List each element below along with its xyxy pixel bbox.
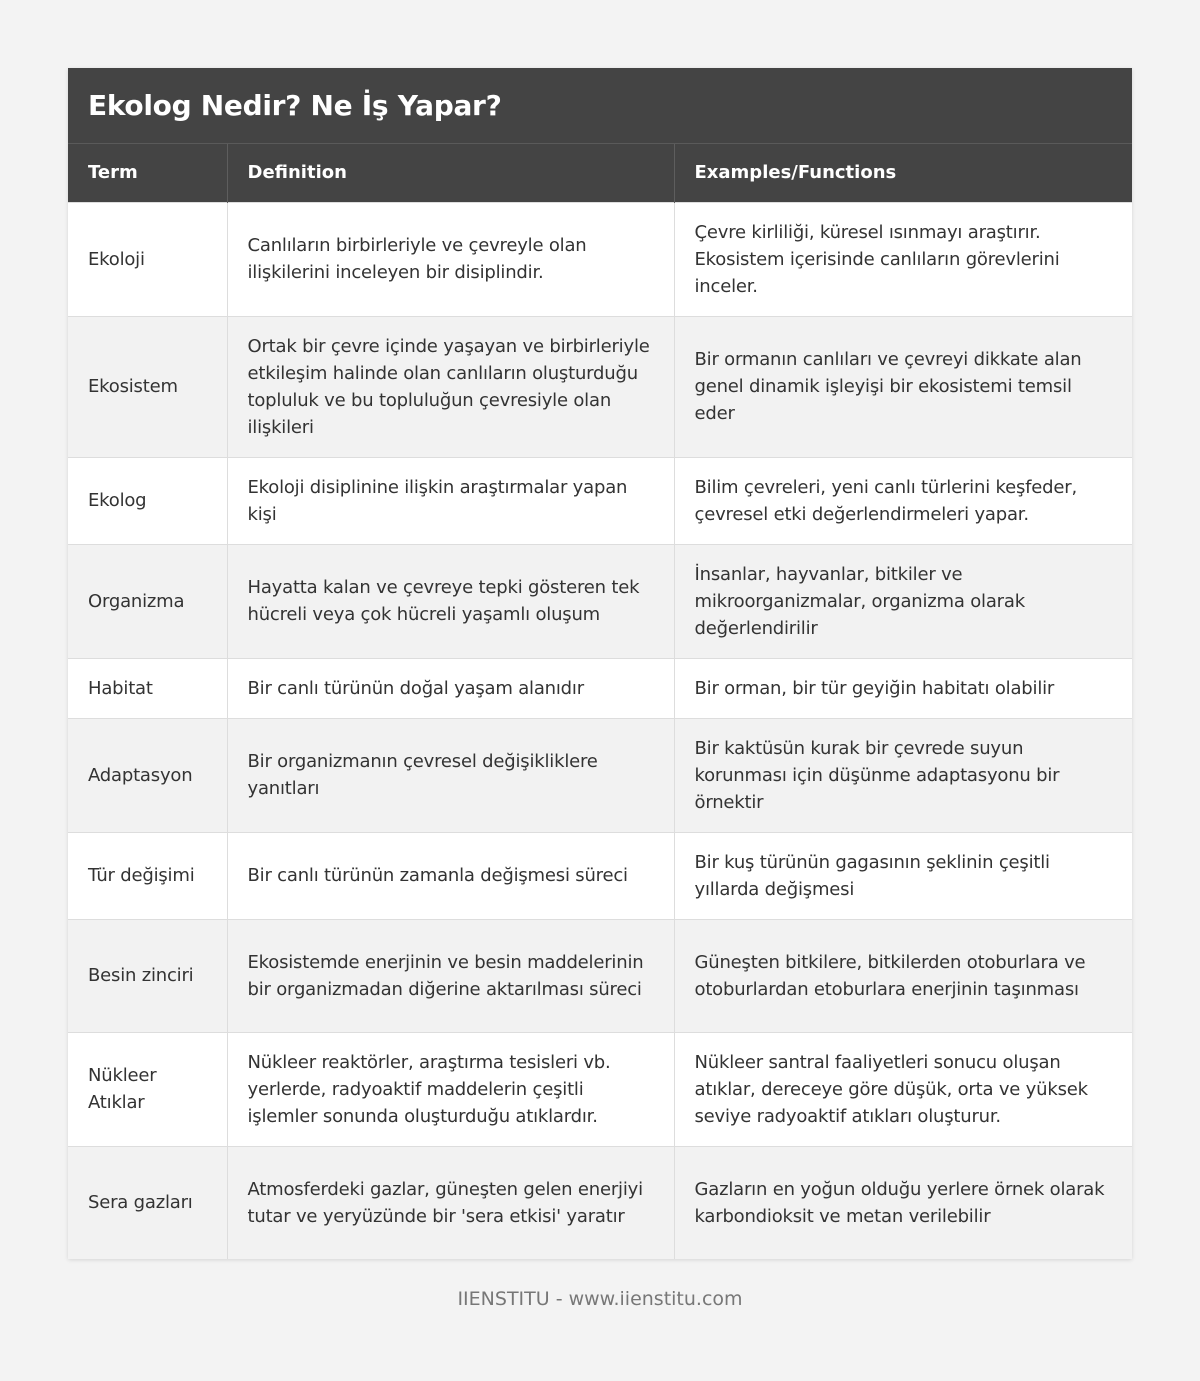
term-cell: Ekolog — [68, 457, 227, 544]
examples-cell: Gazların en yoğun olduğu yerlere örnek olarak karbondioksit ve metan verilebilir — [674, 1146, 1132, 1259]
table-row — [68, 316, 1132, 457]
table-body — [68, 202, 1132, 1259]
definition-cell: Canlıların birbirleriyle ve çevreyle olan ilişkilerini inceleyen bir disiplindir. — [227, 202, 674, 316]
table-row — [68, 1032, 1132, 1146]
table-row — [68, 718, 1132, 832]
table-row — [68, 202, 1132, 316]
table-row — [68, 1146, 1132, 1259]
page-title: Ekolog Nedir? Ne İş Yapar? — [88, 89, 502, 122]
examples-cell: Bir orman, bir tür geyiğin habitatı olabilir — [674, 658, 1132, 718]
examples-cell: Bir kaktüsün kurak bir çevrede suyun korunması için düşünme adaptasyonu bir örnektir — [674, 718, 1132, 832]
term-cell: Organizma — [68, 544, 227, 658]
table-row — [68, 919, 1132, 1032]
footer-credit: IIENSTITU - www.iienstitu.com — [457, 1288, 743, 1310]
examples-cell: Güneşten bitkilere, bitkilerden otoburlara ve otoburlardan etoburlara enerjinin taşınması — [674, 919, 1132, 1032]
term-cell: Sera gazları — [68, 1146, 227, 1259]
examples-cell: Bir ormanın canlıları ve çevreyi dikkate alan genel dinamik işleyişi bir ekosistemi temsil eder — [674, 316, 1132, 457]
column-header-term: Term — [68, 144, 227, 202]
definition-cell: Atmosferdeki gazlar, güneşten gelen enerjiyi tutar ve yeryüzünde bir 'sera etkisi' yaratır — [227, 1146, 674, 1259]
term-cell: Besin zinciri — [68, 919, 227, 1032]
term-cell: Tür değişimi — [68, 832, 227, 919]
examples-cell: Bilim çevreleri, yeni canlı türlerini keşfeder, çevresel etki değerlendirmeleri yapar. — [674, 457, 1132, 544]
examples-cell: Çevre kirliliği, küresel ısınmayı araştırır. Ekosistem içerisinde canlıların görevlerini inceler. — [674, 202, 1132, 316]
column-header-examples: Examples/Functions — [674, 144, 1132, 202]
term-cell: Ekosistem — [68, 316, 227, 457]
definition-cell: Ekoloji disiplinine ilişkin araştırmalar yapan kişi — [227, 457, 674, 544]
definition-cell: Bir canlı türünün zamanla değişmesi süreci — [227, 832, 674, 919]
table-row — [68, 457, 1132, 544]
examples-cell: Nükleer santral faaliyetleri sonucu oluşan atıklar, dereceye göre düşük, orta ve yüksek seviye radyoaktif atıkları oluşturur. — [674, 1032, 1132, 1146]
table-row — [68, 832, 1132, 919]
definition-cell: Ekosistemde enerjinin ve besin maddelerinin bir organizmadan diğerine aktarılması süreci — [227, 919, 674, 1032]
column-header-definition: Definition — [227, 144, 674, 202]
term-cell: Ekoloji — [68, 202, 227, 316]
glossary-card — [68, 68, 1132, 1259]
title-bar — [68, 68, 1132, 144]
term-cell: Habitat — [68, 658, 227, 718]
definition-cell: Ortak bir çevre içinde yaşayan ve birbirleriyle etkileşim halinde olan canlıların oluşturduğu topluluk ve bu topluluğun çevresiyle olan ilişkileri — [227, 316, 674, 457]
term-cell: Adaptasyon — [68, 718, 227, 832]
glossary-table — [68, 144, 1132, 1259]
definition-cell: Bir organizmanın çevresel değişikliklere yanıtları — [227, 718, 674, 832]
examples-cell: İnsanlar, hayvanlar, bitkiler ve mikroorganizmalar, organizma olarak değerlendirilir — [674, 544, 1132, 658]
definition-cell: Hayatta kalan ve çevreye tepki gösteren tek hücreli veya çok hücreli yaşamlı oluşum — [227, 544, 674, 658]
table-header — [68, 144, 1132, 202]
table-row — [68, 658, 1132, 718]
term-cell: Nükleer Atıklar — [68, 1032, 227, 1146]
definition-cell: Bir canlı türünün doğal yaşam alanıdır — [227, 658, 674, 718]
examples-cell: Bir kuş türünün gagasının şeklinin çeşitli yıllarda değişmesi — [674, 832, 1132, 919]
table-row — [68, 544, 1132, 658]
definition-cell: Nükleer reaktörler, araştırma tesisleri vb. yerlerde, radyoaktif maddelerin çeşitli işlemler sonunda oluşturduğu atıklardır. — [227, 1032, 674, 1146]
